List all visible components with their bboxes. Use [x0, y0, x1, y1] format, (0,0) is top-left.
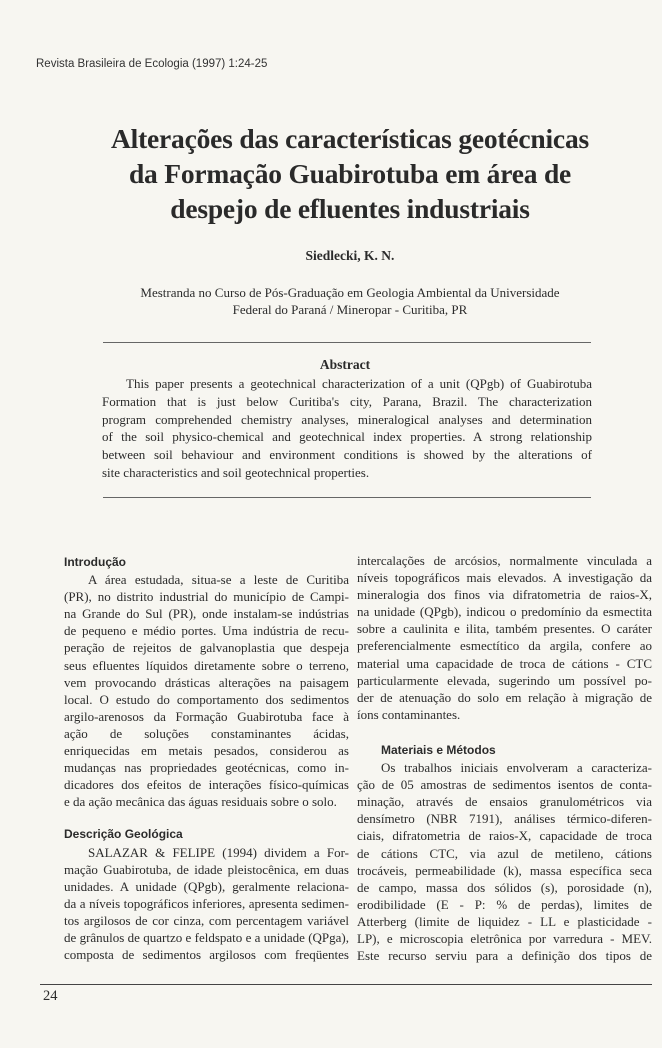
text-line: intercalações de arcósios, normalmente vinculada a — [357, 553, 652, 568]
text-line: de cátions CTC, via azul de metileno, cátions — [357, 845, 652, 861]
text-line: Os trabalhos iniciais envolveram a caracteriza- — [381, 760, 652, 776]
divider-top — [103, 342, 591, 343]
section-heading-introducao: Introdução — [64, 555, 126, 569]
text-line: íons contaminantes. — [357, 706, 461, 722]
text-line: mação Guabirotuba, de idade pleistocênica, em duas — [64, 861, 349, 877]
text-line: de campo, massa dos sólidos (s), porosidade (n), — [357, 879, 652, 895]
text-line: preferencialmente esmectítico da argila, confere ao — [357, 638, 652, 654]
page-number: 24 — [43, 988, 58, 1004]
abstract-body — [102, 375, 592, 482]
text-line: material uma capacidade de troca de cátions - CTC — [357, 655, 652, 671]
text-line: minação, através de ensaios granulométricos via — [357, 794, 652, 810]
title-line: da Formação Guabirotuba em área de — [128, 158, 572, 189]
text-line: ação de soluções constaminantes ácidas, — [64, 725, 349, 741]
right-column — [357, 552, 652, 964]
text-line: ciais, difratometria de raios-X, capacidade de troca — [357, 828, 652, 844]
abstract-line: between soil behaviour and environment conditions is showed by the alterations of — [102, 447, 592, 463]
text-line: na unidade (QPgb), indicou o predomínio da esmectita — [357, 604, 652, 620]
text-line: unidades. A unidade (QPgb), geralmente relaciona- — [64, 878, 349, 894]
text-line: da a níveis topográficos inferiores, apresenta sedimen- — [64, 895, 349, 911]
text-line: tos argilosos de cor cinza, com percentagem variável — [64, 912, 349, 928]
author: Siedlecki, K. N. — [305, 248, 395, 263]
section-heading-materiais-metodos: Materiais e Métodos — [381, 742, 496, 757]
article-title — [60, 121, 640, 226]
text-line: mudanças nas propriedades geotécnicas, como in- — [64, 760, 349, 776]
text-line: LP), e microscopia eletrônica por varredura - MEV. — [357, 930, 652, 946]
journal-citation: Revista Brasileira de Ecologia (1997) 1:24-25 — [36, 58, 268, 70]
text-line: peração de rejeitos de galvanoplastia que despeja — [64, 640, 349, 656]
text-line: enriquecidas em metais pesados, considerou as — [64, 743, 349, 759]
footer-rule — [40, 984, 652, 985]
text-line: trocáveis, permeabilidade (k), massa específica seca — [357, 862, 652, 878]
abstract-line: This paper presents a geotechnical characterization of a unit (QPgb) of Guabirotuba — [126, 376, 592, 391]
text-line: vem provocando drásticas alterações na paisagem — [64, 674, 349, 690]
text-line: na Grande do Sul (PR), onde instalam-se indústrias — [64, 606, 349, 622]
abstract-line: of the soil physico-chemical and geotechnical index properties. A strong relationship — [102, 429, 592, 445]
abstract-line: program comprehended chemistry analyses, mineralogical analyses and determination — [102, 411, 592, 427]
left-column — [64, 552, 349, 963]
text-line: de pequeno e médio portes. Uma indústria de recu- — [64, 623, 349, 639]
text-line: seus efluentes líquidos diretamente sobre o terreno, — [64, 657, 349, 673]
text-line: composta de sedimentos argilosos com freqüentes — [64, 947, 349, 963]
text-line: ção de 05 amostras de sedimentos isentos de conta- — [357, 777, 652, 793]
text-line: mineralogia dos finos via difratometria de raios-X, — [357, 587, 652, 603]
title-line: despejo de efluentes industriais — [170, 193, 530, 224]
text-line: local. O estudo do comportamento dos sedimentos — [64, 691, 349, 707]
text-line: níveis topográficos mais elevados. A investigação da — [357, 570, 652, 586]
text-line: Atterberg (limite de liquidez - LL e plasticidade - — [357, 913, 652, 929]
text-line: particularmente elevada, sugerindo um possível po- — [357, 672, 652, 688]
text-line: densímetro (NBR 7191), análises térmico-diferen- — [357, 811, 652, 827]
affiliation — [60, 284, 640, 318]
text-line: dicadores dos efeitos de interações físico-químicas — [64, 777, 349, 793]
text-line: de grânulos de quartzo e feldspato e a unidade (QPga), — [64, 929, 349, 945]
text-line: (PR), no distrito industrial do município de Campi- — [64, 589, 349, 605]
text-line: erodibilidade (E - P: % de perdas), limites de — [357, 896, 652, 912]
abstract-line: site characteristics and soil geotechnical properties. — [102, 464, 370, 480]
text-line: SALAZAR & FELIPE (1994) dividem a For- — [88, 844, 349, 860]
affiliation-line: Federal do Paraná / Mineropar - Curitiba, PR — [232, 302, 468, 317]
section-heading-descricao-geologica: Descrição Geológica — [64, 827, 183, 842]
text-line: argilo-arenosos da Formação Guabirotuba face à — [64, 708, 349, 724]
text-line: A área estudada, situa-se a leste de Curitiba — [88, 572, 349, 588]
text-line: e da ação mecânica das águas residuais sobre o solo. — [64, 794, 337, 810]
abstract-heading: Abstract — [319, 357, 371, 372]
affiliation-line: Mestranda no Curso de Pós-Graduação em Geologia Ambiental da Universidade — [140, 285, 560, 300]
text-line: sobre a caulinita e ilita, também presentes. O caráter — [357, 621, 652, 637]
text-line: der de atenuação do solo em relação à migração de — [357, 689, 652, 705]
title-line: Alterações das características geotécnicas — [110, 123, 589, 154]
divider-bottom — [103, 497, 591, 498]
abstract-line: Formation that is just below Curitiba's city, Parana, Brazil. The characterization — [102, 393, 592, 409]
text-line: Este recurso serviu para a definição dos tipos de — [357, 948, 652, 964]
